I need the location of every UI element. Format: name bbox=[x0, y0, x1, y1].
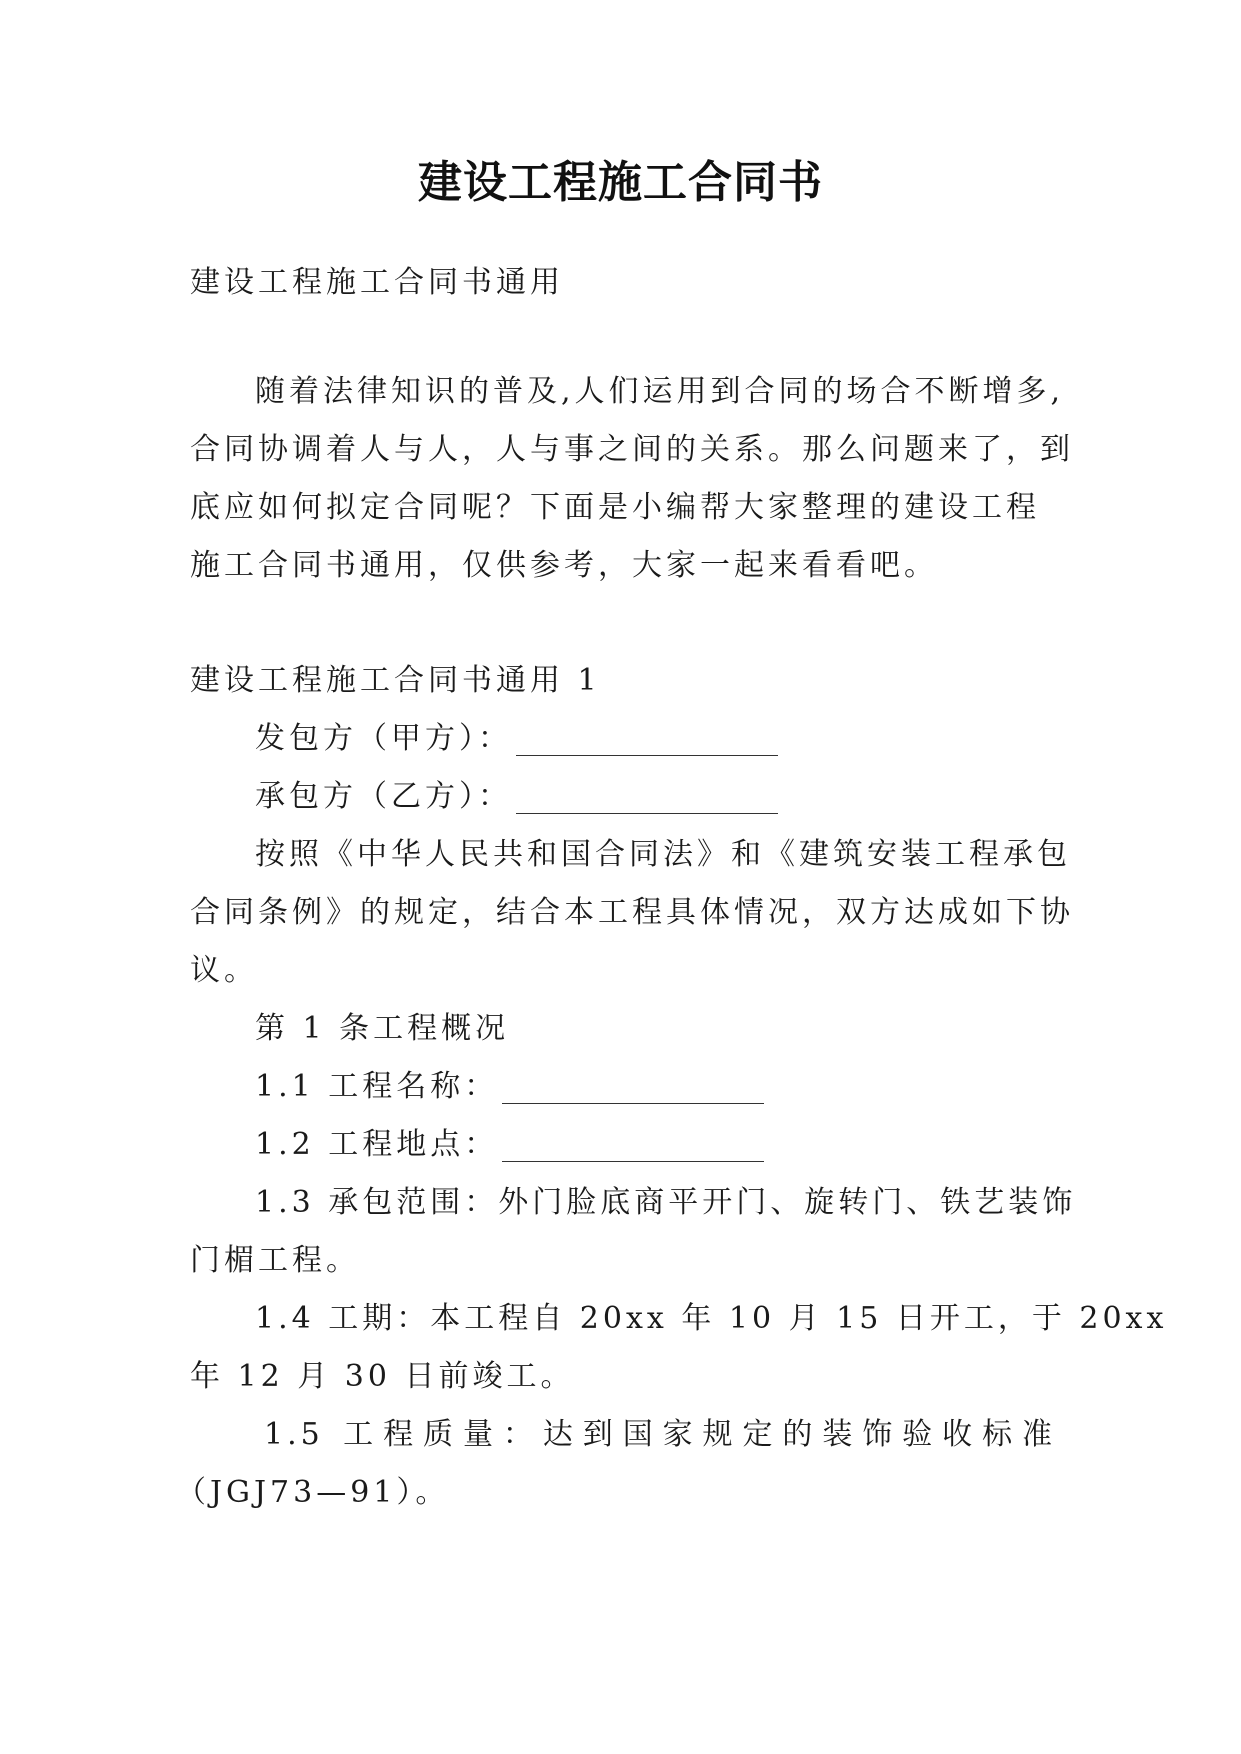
party-b-blank[interactable] bbox=[516, 811, 778, 814]
party-b-row bbox=[255, 777, 1056, 817]
item-1-2-label: 1.2 工程地点： bbox=[255, 1127, 499, 1162]
intro-line-3: 底应如何拟定合同呢？下面是小编帮大家整理的建设工程 bbox=[190, 490, 1040, 525]
item-1-4-line-1: 1.4 工期：本工程自 20xx 年 10 月 15 日开工，于 20xx bbox=[255, 1301, 1168, 1336]
item-1-5-line-2: （JGJ73—91）。 bbox=[176, 1475, 450, 1510]
document-subtitle: 建设工程施工合同书通用 bbox=[190, 265, 564, 300]
party-a-row bbox=[255, 719, 1056, 759]
item-1-1-label: 1.1 工程名称： bbox=[255, 1069, 499, 1104]
section-heading: 建设工程施工合同书通用 1 bbox=[190, 663, 601, 698]
party-a-blank[interactable] bbox=[516, 753, 778, 756]
party-a-label: 发包方（甲方）： bbox=[255, 721, 512, 756]
basis-line-3: 议。 bbox=[190, 953, 258, 988]
article-1-heading: 第 1 条工程概况 bbox=[255, 1011, 510, 1046]
intro-line-2: 合同协调着人与人，人与事之间的关系。那么问题来了，到 bbox=[190, 432, 1074, 467]
intro-line-4: 施工合同书通用，仅供参考，大家一起来看看吧。 bbox=[190, 548, 938, 583]
intro-line-1: 随着法律知识的普及,人们运用到合同的场合不断增多, bbox=[255, 374, 1065, 409]
item-1-5-line-1: 1.5 工程质量：达到国家规定的装饰验收标准 bbox=[264, 1417, 1056, 1452]
item-1-2-row bbox=[255, 1125, 1056, 1165]
project-location-blank[interactable] bbox=[502, 1159, 764, 1162]
basis-line-1: 按照《中华人民共和国合同法》和《建筑安装工程承包 bbox=[255, 837, 1071, 872]
project-name-blank[interactable] bbox=[502, 1101, 764, 1104]
item-1-1-row bbox=[255, 1067, 1056, 1107]
item-1-4-line-2: 年 12 月 30 日前竣工。 bbox=[190, 1359, 575, 1394]
document-title: 建设工程施工合同书 bbox=[418, 157, 823, 208]
item-1-3-line-2: 门楣工程。 bbox=[190, 1243, 360, 1278]
party-b-label: 承包方（乙方）： bbox=[255, 779, 512, 814]
basis-line-2: 合同条例》的规定，结合本工程具体情况，双方达成如下协 bbox=[190, 895, 1074, 930]
item-1-3-line-1: 1.3 承包范围：外门脸底商平开门、旋转门、铁艺装饰 bbox=[255, 1185, 1077, 1220]
